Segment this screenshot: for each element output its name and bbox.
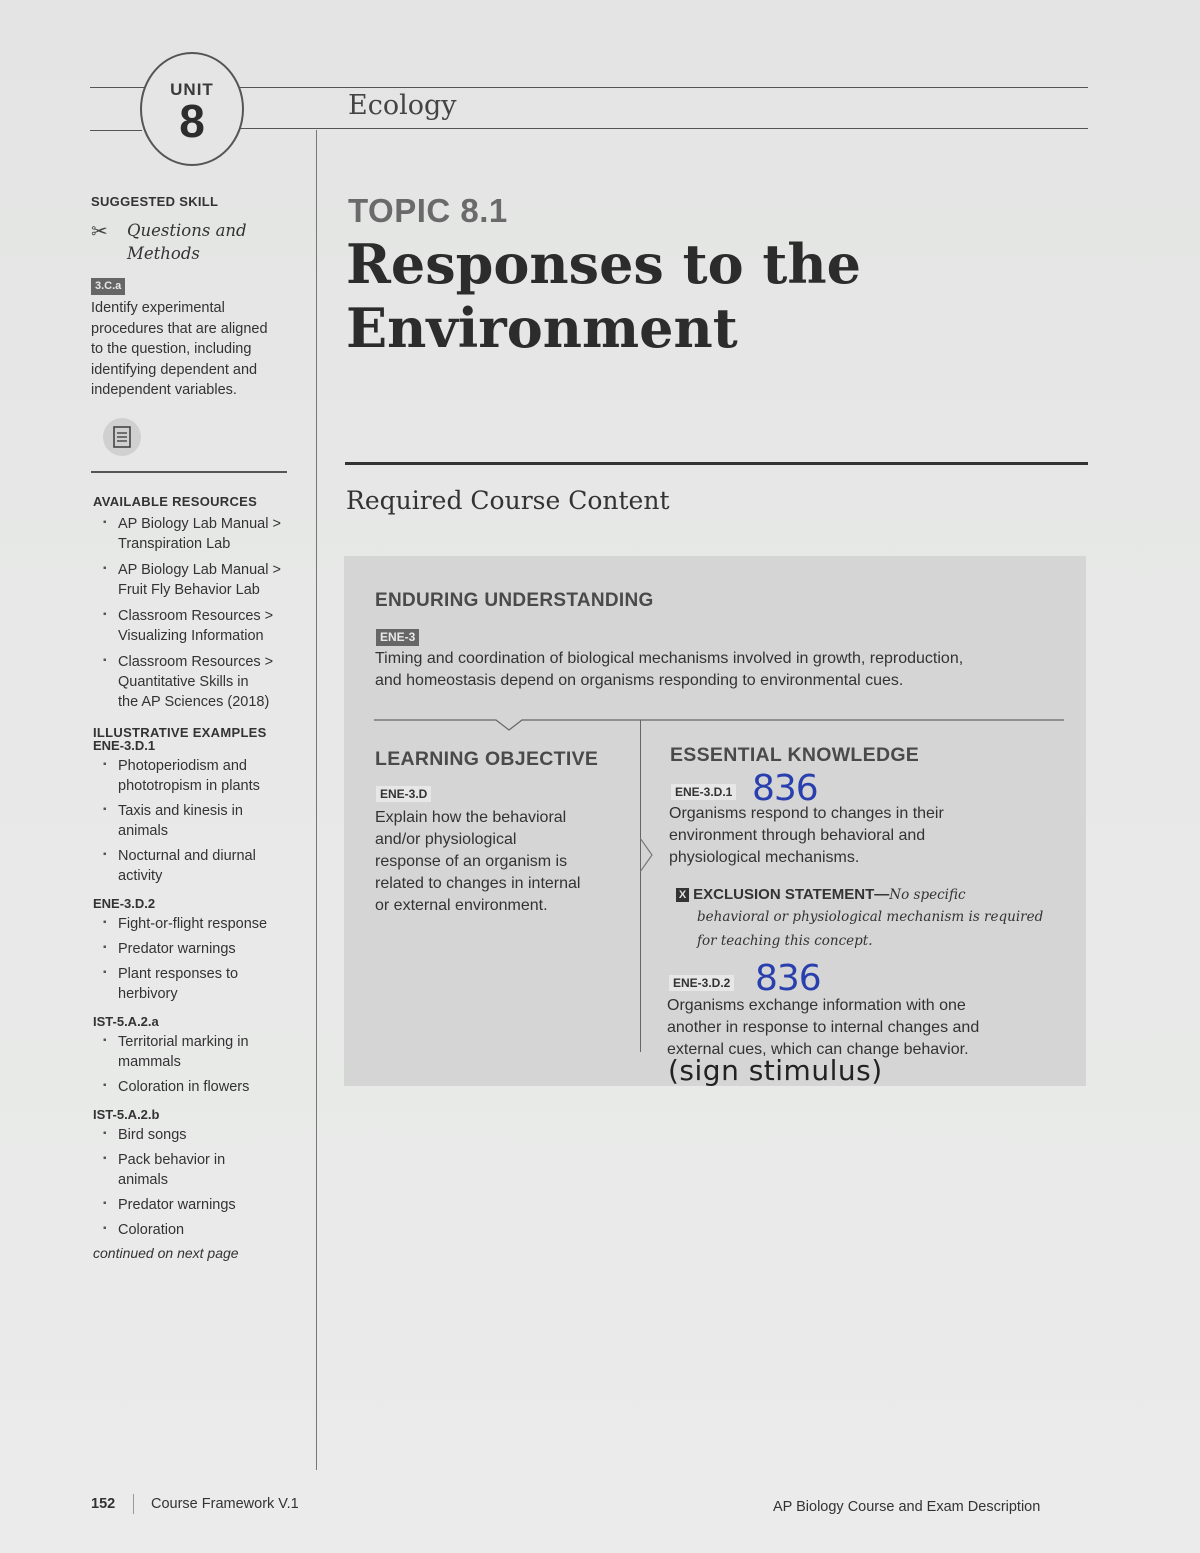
example-item [93, 939, 308, 959]
example-item [93, 1032, 308, 1072]
document-icon [103, 418, 141, 456]
example-item [93, 964, 308, 1004]
sidebar-divider [91, 471, 287, 473]
learning-objective-heading: LEARNING OBJECTIVE [375, 748, 599, 770]
learning-line: and/or physiological [375, 831, 517, 848]
topic-title-line2: Environment [346, 296, 738, 360]
column-arrow [640, 838, 654, 872]
essential-knowledge-heading: ESSENTIAL KNOWLEDGE [670, 744, 920, 766]
k2-code-badge [669, 974, 734, 992]
example-line: activity [118, 868, 163, 884]
topic-label: TOPIC 8.1 [348, 192, 508, 229]
skill-code: 3.C.a [91, 278, 125, 295]
exclusion-label: EXCLUSION STATEMENT— [693, 886, 890, 903]
page-number: 152 [91, 1496, 116, 1512]
column-divider [316, 130, 317, 1470]
skill-code-badge [91, 276, 125, 295]
header-rule-bottom-right [240, 128, 1088, 129]
enduring-understanding-heading: ENDURING UNDERSTANDING [375, 590, 654, 611]
k2-line: Organisms exchange information with one [667, 997, 966, 1014]
example-line: ▪ Coloration in flowers [118, 1079, 250, 1095]
resource-line: Transpiration Lab [118, 536, 231, 552]
header-rule-bottom-left [90, 130, 142, 131]
suggested-skill-heading: SUGGESTED SKILL [91, 194, 219, 209]
k1-code: ENE-3.D.1 [671, 784, 736, 800]
footer-separator [133, 1494, 134, 1514]
unit-badge [140, 52, 244, 166]
k1-line: Organisms respond to changes in their [669, 805, 944, 822]
section-divider [374, 710, 1064, 734]
resource-item[interactable] [93, 560, 308, 600]
example-item [93, 1220, 308, 1240]
enduring-code: ENE-3 [376, 629, 419, 646]
unit-title: Ecology [348, 90, 457, 121]
example-line: ▪ Taxis and kinesis in [118, 803, 243, 819]
exclusion-statement [676, 884, 1056, 952]
enduring-text-line2: and homeostasis depend on organisms responding to environmental cues. [375, 672, 904, 689]
handwritten-note: (sign stimulus) [668, 1054, 883, 1087]
resource-line: Visualizing Information [118, 628, 264, 644]
example-item [93, 1077, 308, 1097]
k2-code: ENE-3.D.2 [669, 975, 734, 991]
exclusion-x-icon: X [676, 888, 689, 902]
learning-line: related to changes in internal [375, 875, 581, 892]
footer-framework: Course Framework V.1 [151, 1496, 299, 1512]
skill-description-line: to the question, including [91, 341, 252, 357]
continued-note: continued on next page [93, 1245, 239, 1261]
example-line: herbivory [118, 986, 178, 1002]
header-rule-top-left [90, 87, 148, 88]
resource-line: the AP Sciences (2018) [118, 694, 270, 710]
learning-code-badge [376, 785, 431, 803]
document-icon-glyph [103, 418, 141, 456]
resource-item[interactable] [93, 652, 308, 712]
example-line: ▪ Predator warnings [118, 1197, 236, 1213]
k2-line: another in response to internal changes and [667, 1019, 980, 1036]
learning-line: Explain how the behavioral [375, 809, 567, 826]
example-line: ▪ Fight-or-flight response [118, 916, 268, 932]
enduring-understanding-text [375, 648, 1065, 692]
example-line: ▪ Bird songs [118, 1127, 187, 1143]
k2-handwritten-number: 836 [755, 958, 821, 999]
example-code: ENE-3.D.1 [93, 738, 156, 753]
skill-description-line: Identify experimental [91, 300, 225, 316]
skill-description-line: procedures that are aligned [91, 320, 268, 337]
example-item [93, 914, 308, 934]
column-split [640, 720, 641, 1052]
required-content-heading: Required Course Content [346, 486, 670, 515]
example-item [93, 846, 308, 886]
skill-description-line: identifying dependent and [91, 361, 258, 378]
learning-objective-text [375, 807, 625, 917]
unit-word: UNIT [170, 80, 214, 99]
skill-description [91, 298, 306, 401]
k1-line: environment through behavioral and [669, 827, 926, 844]
resource-line: ▪ Classroom Resources > [118, 654, 274, 670]
k2-text [667, 995, 1077, 1061]
example-item [93, 1195, 308, 1215]
exclusion-text-line3: for teaching this concept. [697, 933, 873, 949]
resource-line: ▪ AP Biology Lab Manual > [118, 562, 281, 578]
resources-heading: AVAILABLE RESOURCES [93, 494, 258, 509]
enduring-text-line1: Timing and coordination of biological mechanisms involved in growth, reproduction, [375, 650, 964, 667]
resource-item[interactable] [93, 606, 308, 646]
example-line: ▪ Pack behavior in [118, 1152, 226, 1168]
skill-tools-icon: ✂ [91, 221, 108, 243]
k2-line: external cues, which can change behavior. [667, 1041, 969, 1058]
example-code: IST-5.A.2.a [93, 1014, 159, 1029]
k1-handwritten-number: 836 [752, 768, 818, 809]
skill-name-line1: Questions and [127, 221, 247, 240]
resource-line: ▪ Classroom Resources > [118, 608, 274, 624]
resource-line: Fruit Fly Behavior Lab [118, 582, 260, 598]
header-rule-top-right [238, 87, 1088, 88]
example-code: ENE-3.D.2 [93, 896, 156, 911]
exclusion-text-line2: behavioral or physiological mechanism is required [697, 909, 1044, 925]
example-line: ▪ Plant responses to [118, 966, 239, 982]
example-code: IST-5.A.2.b [93, 1107, 160, 1122]
topic-title-line1: Responses to the [346, 232, 861, 296]
example-item [93, 1125, 308, 1145]
example-line: ▪ Territorial marking in [118, 1034, 249, 1050]
learning-line: or external environment. [375, 897, 548, 914]
example-item [93, 1150, 308, 1190]
examples-heading: ILLUSTRATIVE EXAMPLES [93, 725, 267, 740]
resource-line: Quantitative Skills in [118, 674, 249, 690]
example-line: ▪ Nocturnal and diurnal [118, 848, 256, 864]
enduring-code-badge [376, 628, 419, 646]
resource-item[interactable] [93, 514, 308, 554]
example-line: animals [118, 1172, 168, 1188]
learning-code: ENE-3.D [376, 786, 431, 802]
example-line: ▪ Coloration [118, 1222, 185, 1238]
example-line: animals [118, 823, 168, 839]
skill-description-line: independent variables. [91, 382, 237, 398]
example-line: ▪ Predator warnings [118, 941, 236, 957]
k1-text [669, 803, 1069, 869]
k1-code-badge [671, 783, 736, 801]
example-item [93, 756, 308, 796]
example-line: phototropism in plants [118, 778, 260, 794]
learning-line: response of an organism is [375, 853, 568, 870]
unit-number: 8 [179, 95, 205, 147]
topic-title [346, 232, 946, 360]
example-line: ▪ Photoperiodism and [118, 758, 247, 774]
examples-list [93, 734, 308, 1261]
footer-course-title: AP Biology Course and Exam Description [773, 1499, 1041, 1515]
content-rule [345, 462, 1088, 465]
example-line: mammals [118, 1054, 181, 1070]
skill-name [127, 219, 247, 265]
example-item [93, 801, 308, 841]
resources-list [93, 514, 308, 718]
k1-line: physiological mechanisms. [669, 849, 860, 866]
skill-name-line2: Methods [127, 244, 200, 263]
exclusion-text-line1: No specific [889, 887, 966, 903]
resource-line: ▪ AP Biology Lab Manual > [118, 516, 281, 532]
